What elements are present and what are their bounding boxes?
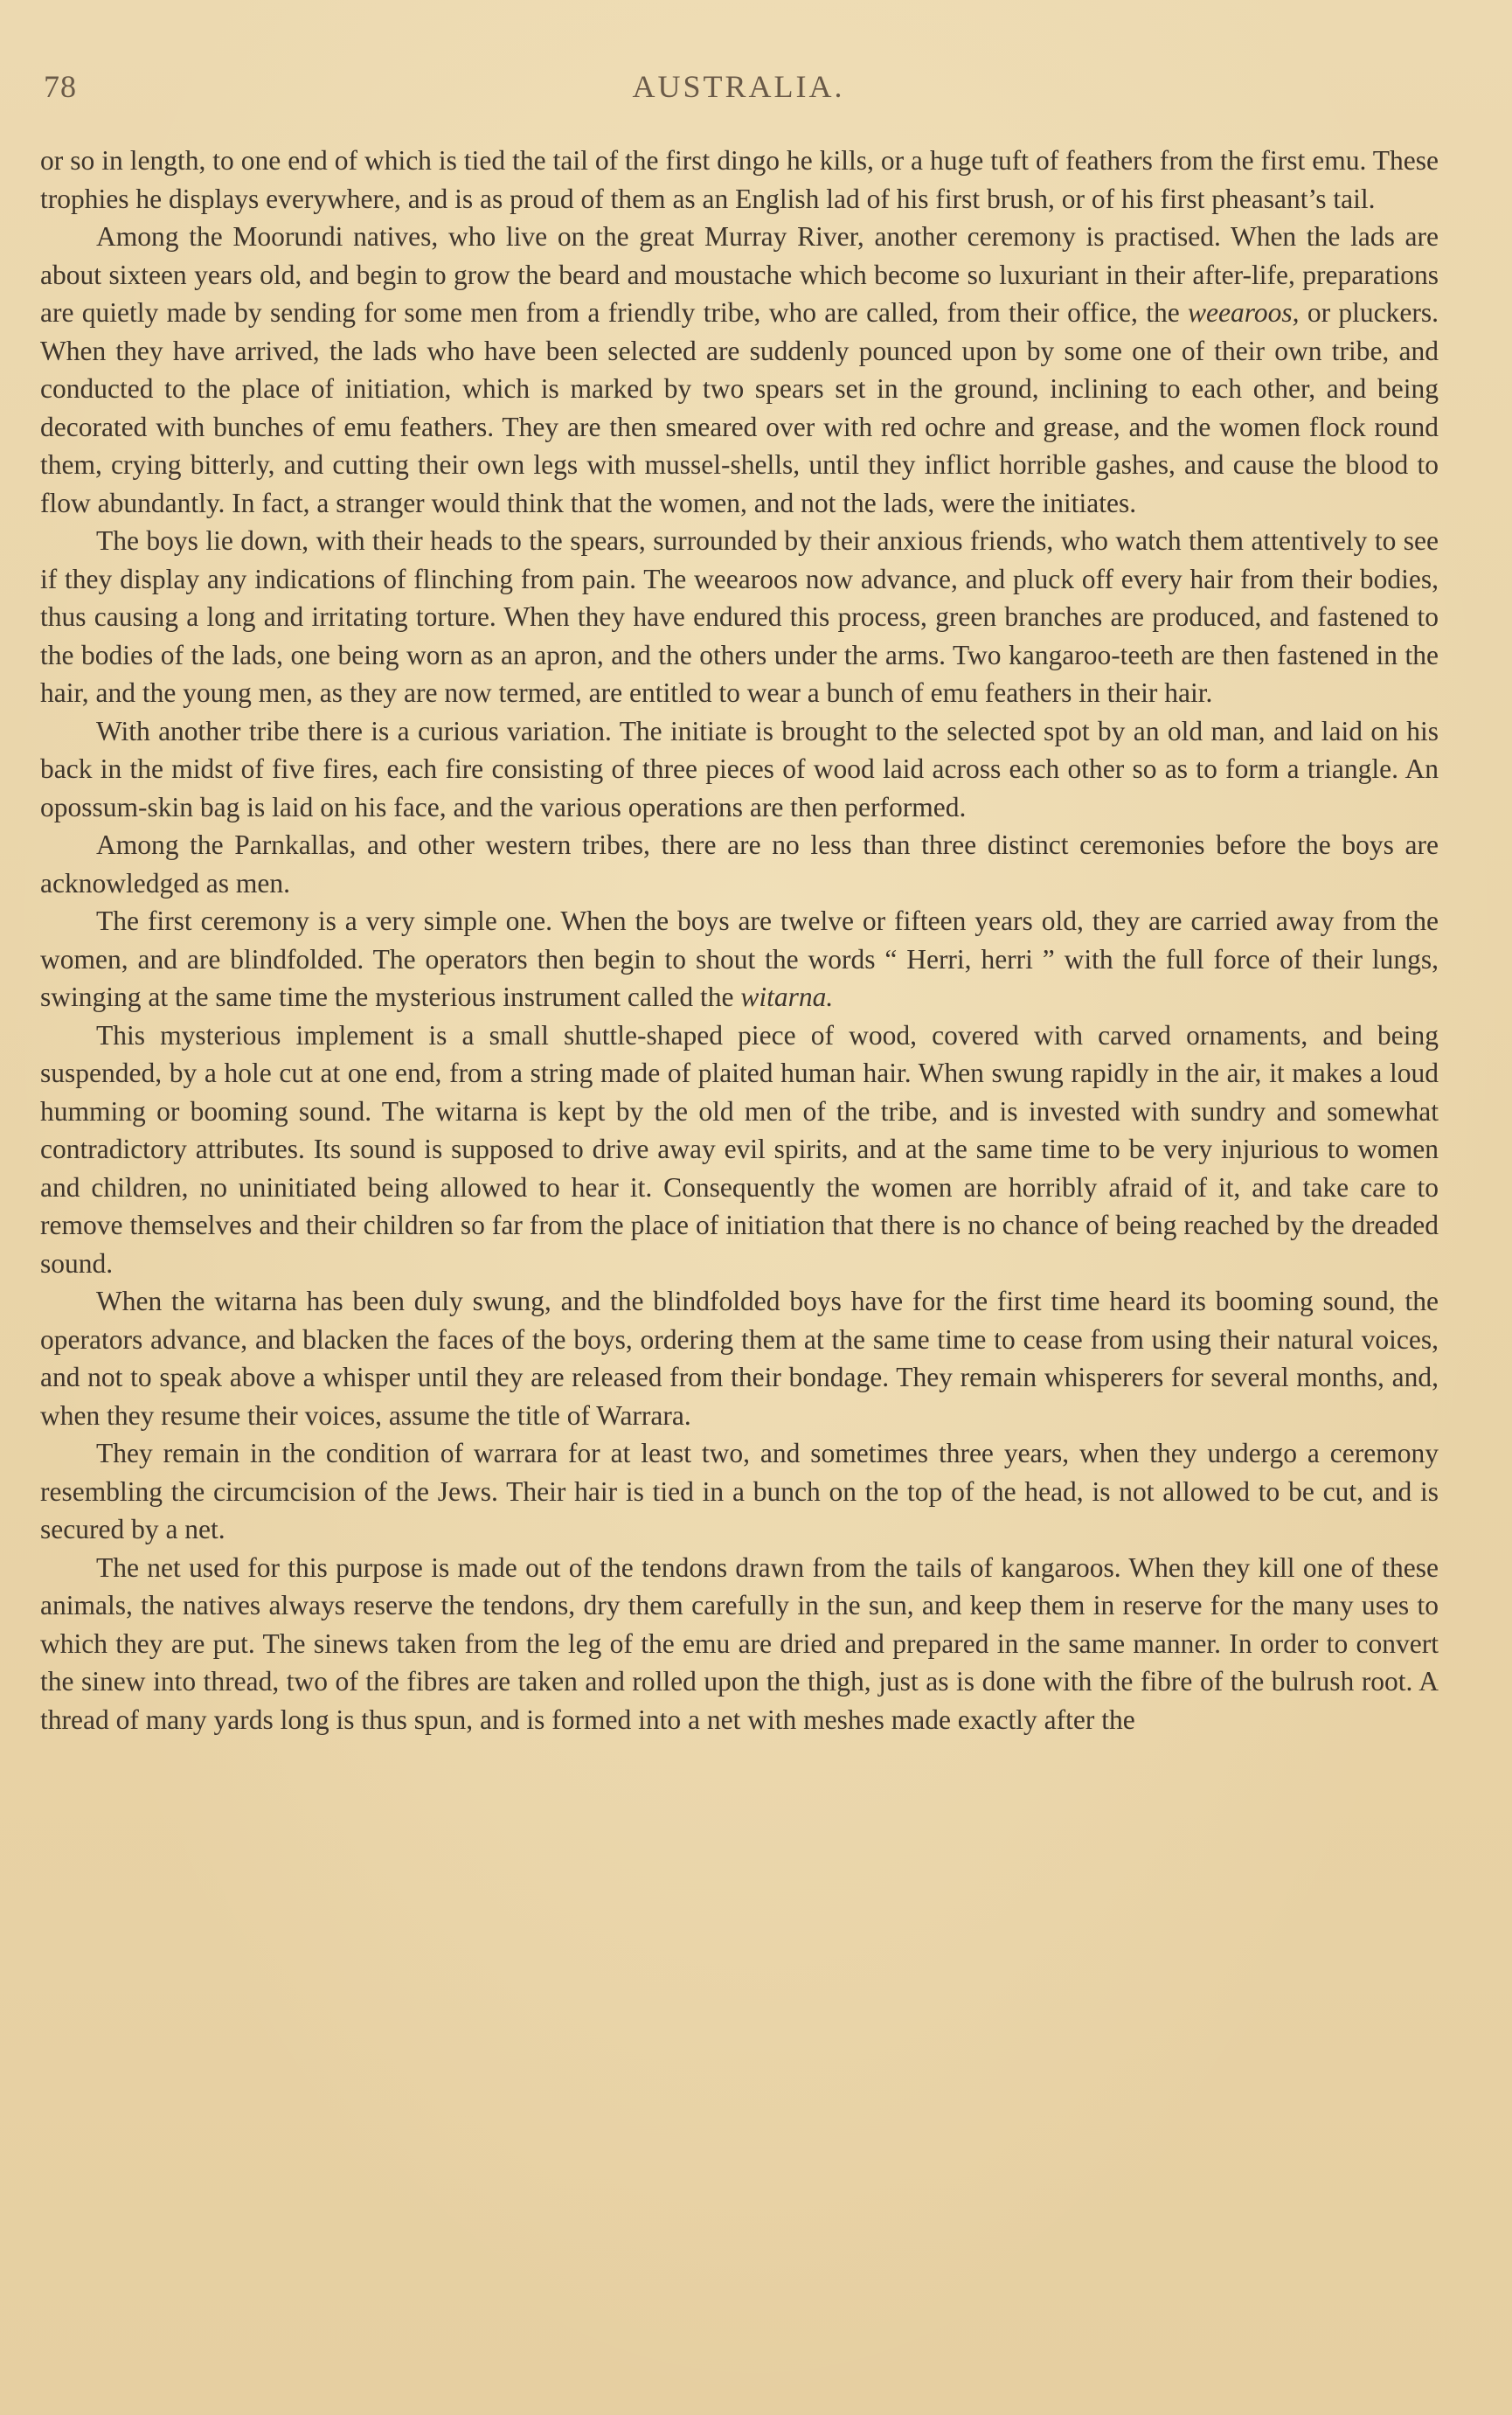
paragraph: Among the Parnkallas, and other western tribes, there are no less than three distinct ceremonies before the boys are acknowledged as men. — [40, 829, 1439, 899]
paragraph: or so in length, to one end of which is tied the tail of the first dingo he kills, or a huge tuft of feathers from the first emu. These trophies he displays everywhere, and is as proud of them as an English lad of his first brush, or of his first pheasant’s tail. — [40, 145, 1439, 214]
paragraph: Among the Moorundi natives, who live on the great Murray River, another ceremony is practised. When the lads are about sixteen years old, and begin to grow the beard and moustache which become so luxuriant in their after-life, preparations are quietly made by sending for some men from a friendly tribe, who are called, from their office, the weearoos, or pluckers. When they have arrived, the lads who have been selected are suddenly pounced upon by some one of their own tribe, and conducted to the place of initiation, which is marked by two spears set in the ground, inclining to each other, and being decorated with bunches of emu feathers. They are then smeared over with red ochre and grease, and the women flock round them, crying bitterly, and cutting their own legs with mussel-shells, until they inflict horrible gashes, and cause the blood to flow abundantly. In fact, a stranger would think that the women, and not the lads, were the initiates. — [40, 221, 1439, 518]
italic-term: witarna. — [740, 982, 834, 1012]
paragraph: With another tribe there is a curious variation. The initiate is brought to the selected spot by an old man, and laid on his back in the midst of five fires, each fire consisting of three pieces of wood laid across each other so as to form a triangle. An opossum-skin bag is laid on his face, and the various operations are then performed. — [40, 715, 1439, 822]
running-head: AUSTRALIA. — [632, 69, 845, 104]
paragraph: When the witarna has been duly swung, and the blindfolded boys have for the first time heard its booming sound, the operators advance, and blacken the faces of the boys, ordering them at the same time to cease from using their natural voices, and not to speak above a whisper until they are released from their bondage. They remain whisperers for several months, and, when they resume their voices, assume the title of Warrara. — [40, 1286, 1439, 1431]
page-number: 78 — [44, 69, 77, 104]
paragraph: This mysterious implement is a small shuttle-shaped piece of wood, covered with carved ornaments, and being suspended, by a hole cut at one end, from a string made of plaited human hair. When swung rapidly in the air, it makes a loud humming or booming sound. The witarna is kept by the old men of the tribe, and is invested with sundry and somewhat contradictory attributes. Its sound is supposed to drive away evil spirits, and at the same time to be very injurious to women and children, no uninitiated being allowed to hear it. Consequently the women are horribly afraid of it, and take care to remove themselves and their children so far from the place of initiation that there is no chance of being reached by the dreaded sound. — [40, 1019, 1439, 1279]
paragraph: The net used for this purpose is made out of the tendons drawn from the tails of kangaroos. When they kill one of these animals, the natives always reserve the tendons, dry them carefully in the sun, and keep them in reserve for the many uses to which they are put. The sinews taken from the leg of the emu are dried and prepared in the same manner. In order to convert the sinew into thread, two of the fibres are taken and rolled upon the thigh, just as is done with the fibre of the bulrush root. A thread of many yards long is thus spun, and is formed into a net with meshes made exactly after the — [40, 1551, 1439, 1735]
page-header — [44, 68, 1433, 112]
italic-term: weearoos, — [1188, 297, 1300, 328]
paragraph: The first ceremony is a very simple one. When the boys are twelve or fifteen years old, they are carried away from the women, and are blindfolded. The operators then begin to shout the words “ Herri, herri ” with the full force of their lungs, swinging at the same time the mysterious instrument called the witarna. — [40, 906, 1439, 1012]
paragraph: They remain in the condition of warrara for at least two, and sometimes three years, when they undergo a ceremony resembling the circumcision of the Jews. Their hair is tied in a bunch on the top of the head, is not allowed to be cut, and is secured by a net. — [40, 1438, 1439, 1544]
paragraph: The boys lie down, with their heads to the spears, surrounded by their anxious friends, who watch them attentively to see if they display any indications of flinching from pain. The weearoos now advance, and pluck off every hair from their bodies, thus causing a long and irritating torture. When they have endured this process, green branches are produced, and fastened to the bodies of the lads, one being worn as an apron, and the others under the arms. Two kangaroo-teeth are then fastened in the hair, and the young men, as they are now termed, are entitled to wear a bunch of emu feathers in their hair. — [40, 525, 1439, 708]
body-text — [40, 142, 1439, 1738]
